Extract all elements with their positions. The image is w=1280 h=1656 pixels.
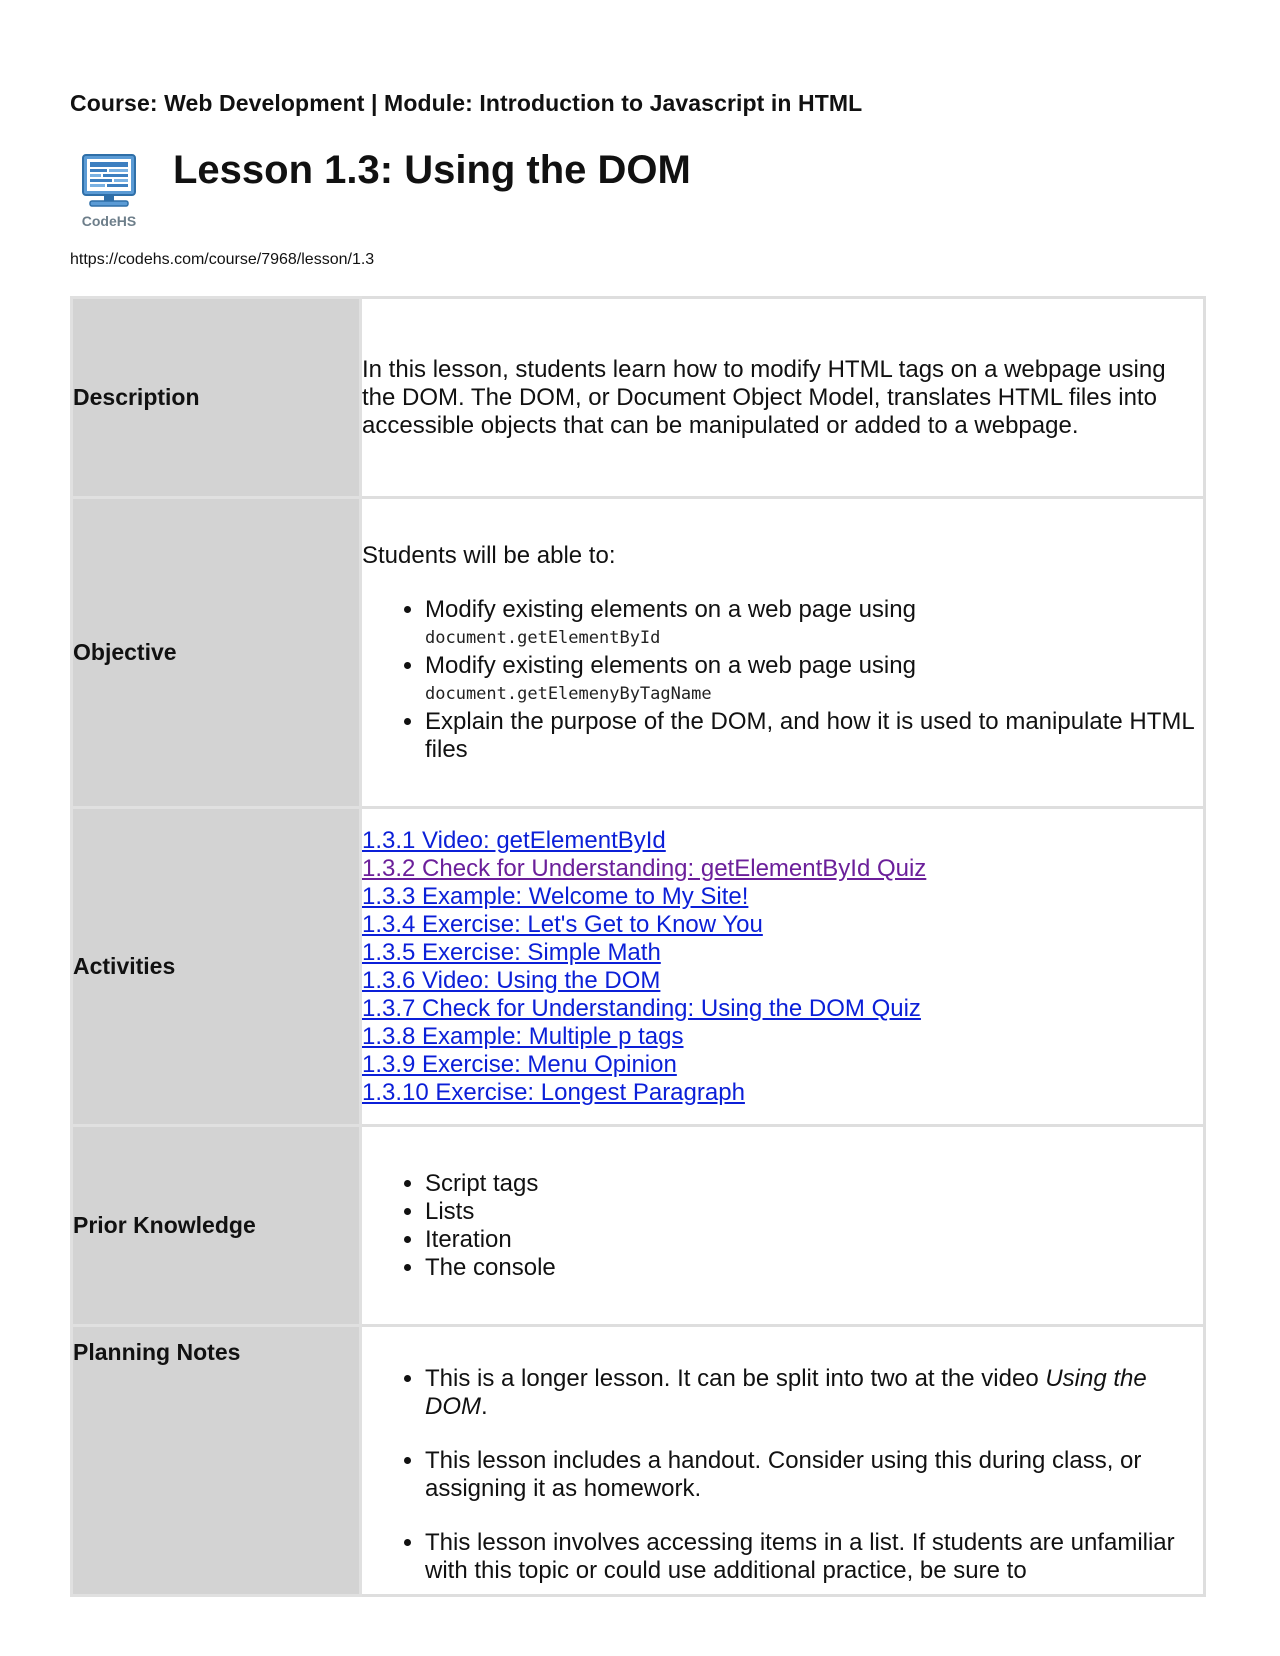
codehs-logo: [76, 153, 142, 229]
logo-caption: CodeHS: [81, 213, 137, 229]
activity-link[interactable]: 1.3.6 Video: Using the DOM: [362, 966, 661, 994]
description-cell: [361, 298, 1205, 498]
list-item: • This lesson includes a handout. Consider using this during class, or assigning it as homework.: [425, 1447, 1203, 1503]
planning-notes-label: Planning Notes: [72, 1326, 361, 1596]
list-item: [425, 708, 1203, 764]
note-text: This is a longer lesson. It can be split into two at the video: [425, 1365, 1046, 1392]
activity-link[interactable]: 1.3.2 Check for Understanding: getElementById Quiz: [362, 854, 927, 882]
planning-notes-cell: [361, 1326, 1205, 1596]
objective-item-text: Modify existing elements on a web page using: [425, 651, 916, 679]
objective-item-text: Explain the purpose of the DOM, and how it is used to manipulate HTML files: [425, 707, 1194, 763]
list-item: [425, 652, 1203, 708]
list-item: • Script tags: [425, 1170, 1203, 1198]
list-item: [425, 596, 1203, 652]
prior-knowledge-row: [72, 1126, 1205, 1326]
activity-link[interactable]: 1.3.5 Exercise: Simple Math: [362, 938, 661, 966]
note-text: .: [481, 1393, 488, 1420]
activity-link[interactable]: 1.3.8 Example: Multiple p tags: [362, 1022, 684, 1050]
activity-link[interactable]: 1.3.3 Example: Welcome to My Site!: [362, 882, 749, 910]
activity-link[interactable]: 1.3.9 Exercise: Menu Opinion: [362, 1050, 677, 1078]
activity-link[interactable]: 1.3.7 Check for Understanding: Using the DOM Quiz: [362, 994, 921, 1022]
activity-link[interactable]: 1.3.1 Video: getElementById: [362, 826, 666, 854]
objective-code: document.getElemenyByTagName: [425, 683, 712, 704]
list-item: • Iteration: [425, 1226, 1203, 1254]
computer-monitor-icon: [76, 153, 142, 211]
list-item: [425, 1365, 1203, 1421]
prior-knowledge-cell: [361, 1126, 1205, 1326]
list-item: • Lists: [425, 1198, 1203, 1226]
planning-notes-row: [72, 1326, 1205, 1596]
objective-code: document.getElementById: [425, 627, 661, 648]
note-emphasis: Using the DOM: [425, 1365, 1147, 1420]
objective-cell: [361, 498, 1205, 808]
activities-row: [72, 808, 1205, 1126]
list-item: • The console: [425, 1254, 1203, 1282]
objective-label: Objective: [72, 498, 361, 808]
activities-cell: [361, 808, 1205, 1126]
prior-knowledge-list: [362, 1170, 1203, 1282]
description-text: In this lesson, students learn how to modify HTML tags on a webpage using the DOM. The DOM, or Document Object Model, translates HTML files into accessible objects that can be manipulated or added to a webpage.: [362, 355, 1166, 439]
objective-item-text: Modify existing elements on a web page using: [425, 595, 916, 623]
description-row: [72, 298, 1205, 498]
description-label: Description: [72, 298, 361, 498]
lesson-title: Lesson 1.3: Using the DOM: [173, 148, 691, 192]
prior-knowledge-label: Prior Knowledge: [72, 1126, 361, 1326]
course-module-heading: Course: Web Development | Module: Introduction to Javascript in HTML: [70, 90, 863, 116]
lesson-table: [70, 296, 1206, 1597]
planning-notes-list: [362, 1365, 1203, 1585]
objective-intro: Students will be able to:: [362, 541, 616, 569]
list-item: • This lesson involves accessing items in a list. If students are unfamiliar with this topic or could use additional practice, be sure to: [425, 1529, 1203, 1585]
lesson-url: https://codehs.com/course/7968/lesson/1.3: [70, 251, 375, 268]
objective-row: [72, 498, 1205, 808]
activity-link[interactable]: 1.3.4 Exercise: Let's Get to Know You: [362, 910, 763, 938]
activity-link[interactable]: 1.3.10 Exercise: Longest Paragraph: [362, 1078, 745, 1106]
objective-list: [362, 596, 1203, 764]
activities-label: Activities: [72, 808, 361, 1126]
